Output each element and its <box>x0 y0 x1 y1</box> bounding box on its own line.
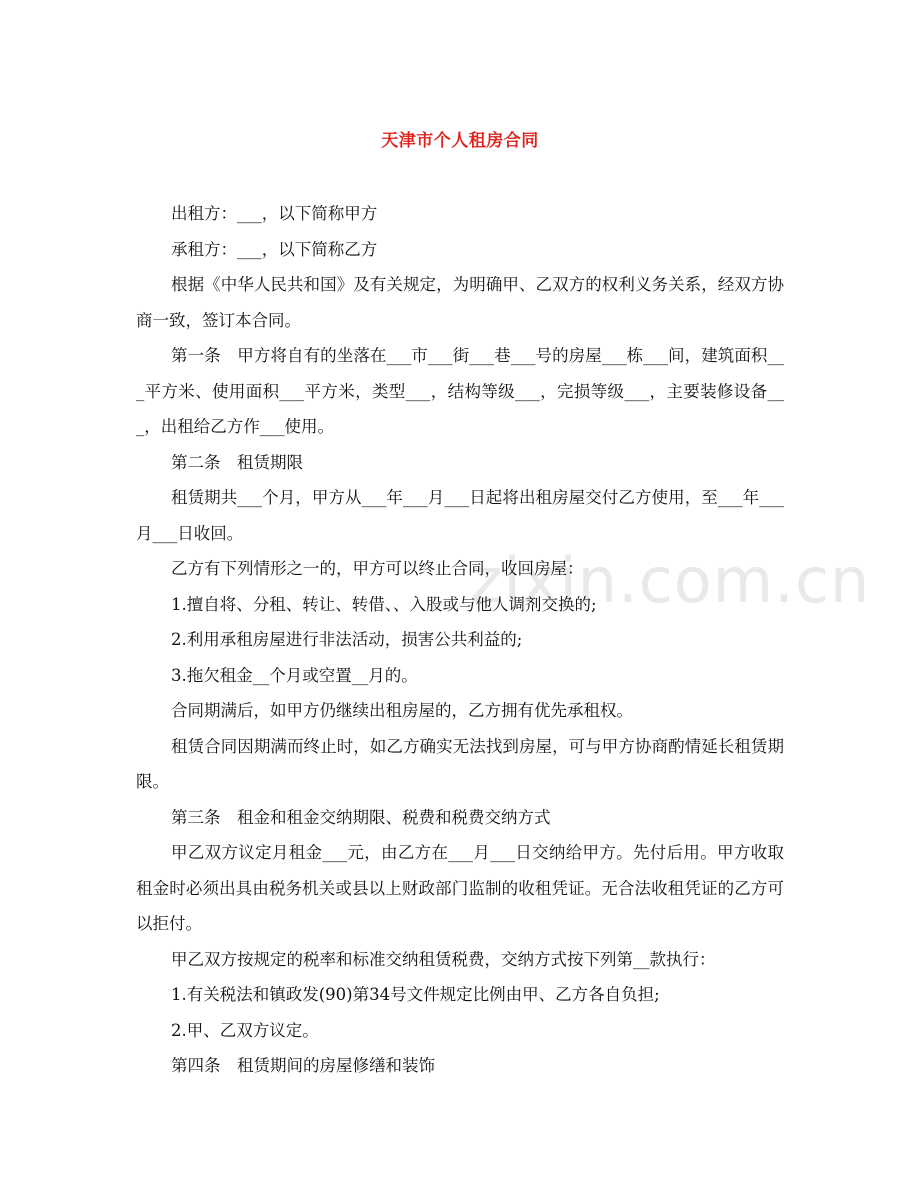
termination-item-3: 3.拖欠租金__个月或空置__月的。 <box>171 665 418 685</box>
tax-item-1: 1.有关税法和镇政发(90)第34号文件规定比例由甲、乙方各自负担; <box>171 985 660 1004</box>
article-2-heading: 第二条 租赁期限 <box>171 452 303 472</box>
tax-paragraph: 甲乙双方按规定的税率和标准交纳租赁税费，交纳方式按下列第__款执行： <box>171 949 716 969</box>
lessee-line: 承租方：___，以下简称乙方 <box>171 239 378 259</box>
preamble-paragraph: 根据《中华人民共和国》及有关规定，为明确甲、乙双方的权利义务关系，经双方协商一致，签订本合同。 <box>136 275 784 330</box>
lessor-line: 出租方：___，以下简称甲方 <box>171 204 378 223</box>
document-body <box>136 196 784 1084</box>
tax-item-2: 2.甲、乙双方议定。 <box>171 1020 319 1040</box>
watermark: zixin.com.cn <box>470 544 871 617</box>
termination-item-1: 1.擅自将、分租、转让、转借、、入股或与他人调剂交换的; <box>171 594 597 614</box>
termination-item-2: 2.利用承租房屋进行非法活动，损害公共利益的; <box>171 630 523 649</box>
renewal-priority-paragraph: 合同期满后，如甲方仍继续出租房屋的，乙方拥有优先承租权。 <box>171 701 633 720</box>
article-3-heading: 第三条 租金和租金交纳期限、税费和税费交纳方式 <box>171 807 551 827</box>
extension-paragraph: 租赁合同因期满而终止时，如乙方确实无法找到房屋，可与甲方协商酌情延长租赁期限。 <box>136 736 784 791</box>
article-4-heading: 第四条 租赁期间的房屋修缮和装饰 <box>171 1056 435 1075</box>
termination-intro: 乙方有下列情形之一的，甲方可以终止合同，收回房屋： <box>171 559 584 578</box>
document-title: 天津市个人租房合同 <box>381 131 539 151</box>
rent-payment-paragraph: 甲乙双方议定月租金___元，由乙方在___月___日交纳给甲方。先付后用。甲方收取租金时必须出具由税务机关或县以上财政部门监制的收租凭证。无合法收租凭证的乙方可以拒付。 <box>136 843 784 933</box>
lease-term-paragraph: 租赁期共___个月，甲方从___年___月___日起将出租房屋交付乙方使用，至___年___月___日收回。 <box>136 488 784 543</box>
article-1-paragraph: 第一条 甲方将自有的坐落在___市___街___巷___号的房屋___栋___间，建筑面积___平方米、使用面积___平方米，类型___，结构等级___，完损等级___，主要装修设备___，出租给乙方作___使用。 <box>136 346 784 436</box>
